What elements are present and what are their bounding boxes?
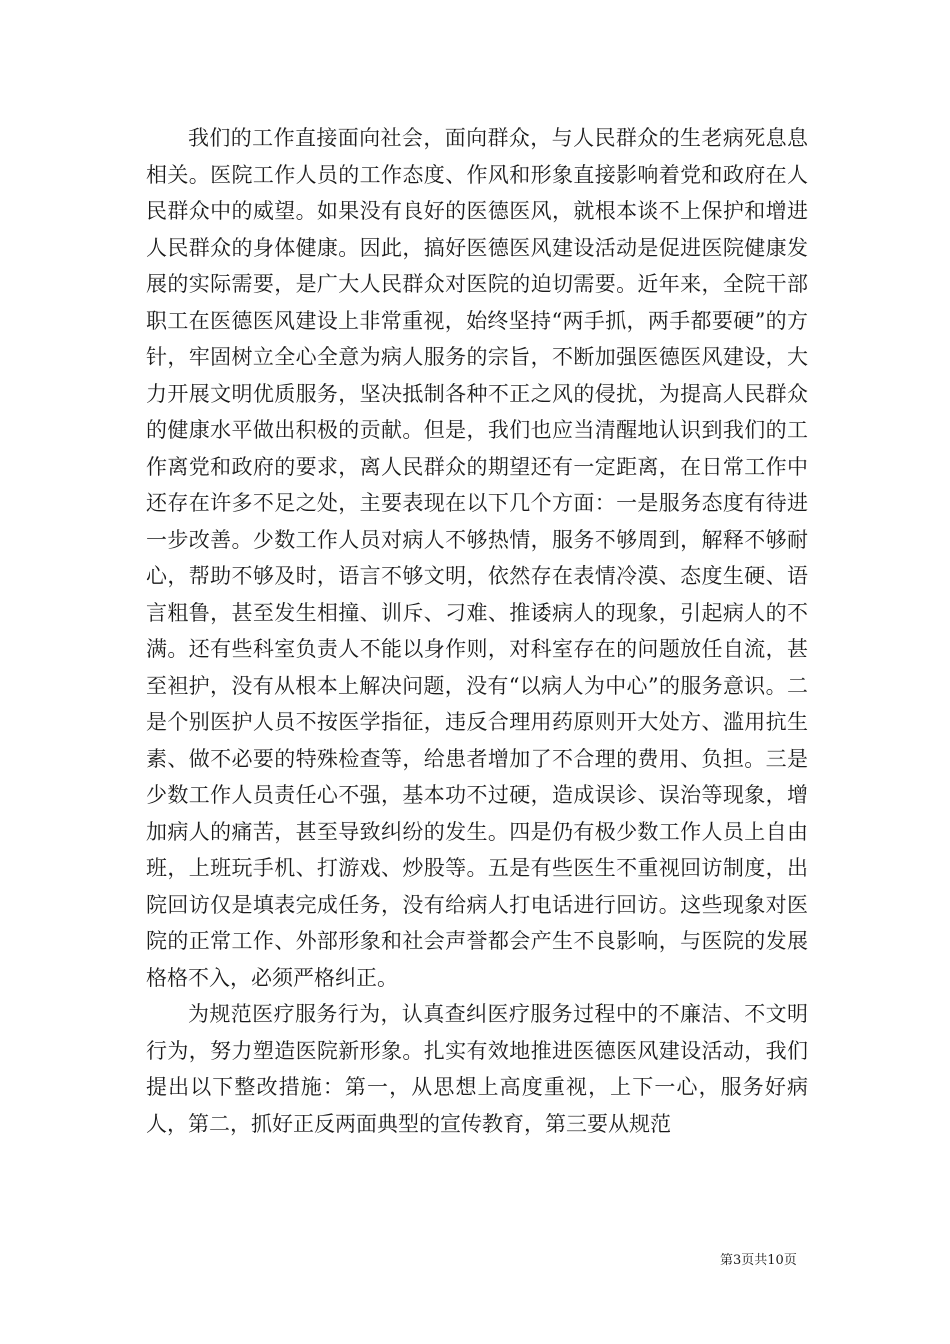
- document-body: [146, 120, 808, 1142]
- paragraph-2: 为规范医疗服务行为，认真查纠医疗服务过程中的不廉洁、不文明行为，努力塑造医院新形象。扎实有效地推进医德医风建设活动，我们提出以下整改措施：第一，从思想上高度重视，上下一心，服务好病人，第二，抓好正反两面典型的宣传教育，第三要从规范: [146, 1002, 808, 1136]
- page-number-footer: 第3页共10页: [720, 1253, 797, 1268]
- paragraph-1: 我们的工作直接面向社会，面向群众，与人民群众的生老病死息息相关。医院工作人员的工作态度、作风和形象直接影响着党和政府在人民群众中的威望。如果没有良好的医德医风，就根本谈不上保护和增进人民群众的身体健康。因此，搞好医德医风建设活动是促进医院健康发展的实际需要，是广大人民群众对医院的迫切需要。近年来，全院干部职工在医德医风建设上非常重视，始终坚持“两手抓，两手都要硬”的方针，牢固树立全心全意为病人服务的宗旨，不断加强医德医风建设，大力开展文明优质服务，坚决抵制各种不正之风的侵扰，为提高人民群众的健康水平做出积极的贡献。但是，我们也应当清醒地认识到我们的工作离党和政府的要求，离人民群众的期望还有一定距离，在日常工作中还存在许多不足之处，主要表现在以下几个方面：一是服务态度有待进一步改善。少数工作人员对病人不够热情，服务不够周到，解释不够耐心，帮助不够及时，语言不够文明，依然存在表情冷漠、态度生硬、语言粗鲁，甚至发生相撞、训斥、刁难、推诿病人的现象，引起病人的不满。还有些科室负责人不能以身作则，对科室存在的问题放任自流，甚至袒护，没有从根本上解决问题，没有“以病人为中心”的服务意识。二是个别医护人员不按医学指征，违反合理用药原则开大处方、滥用抗生素、做不必要的特殊检查等，给患者增加了不合理的费用、负担。三是少数工作人员责任心不强，基本功不过硬，造成误诊、误治等现象，增加病人的痛苦，甚至导致纠纷的发生。四是仍有极少数工作人员上自由班，上班玩手机、打游戏、炒股等。五是有些医生不重视回访制度，出院回访仅是填表完成任务，没有给病人打电话进行回访。这些现象对医院的正常工作、外部形象和社会声誉都会产生不良影响，与医院的发展格格不入，必须严格纠正。: [146, 126, 808, 990]
